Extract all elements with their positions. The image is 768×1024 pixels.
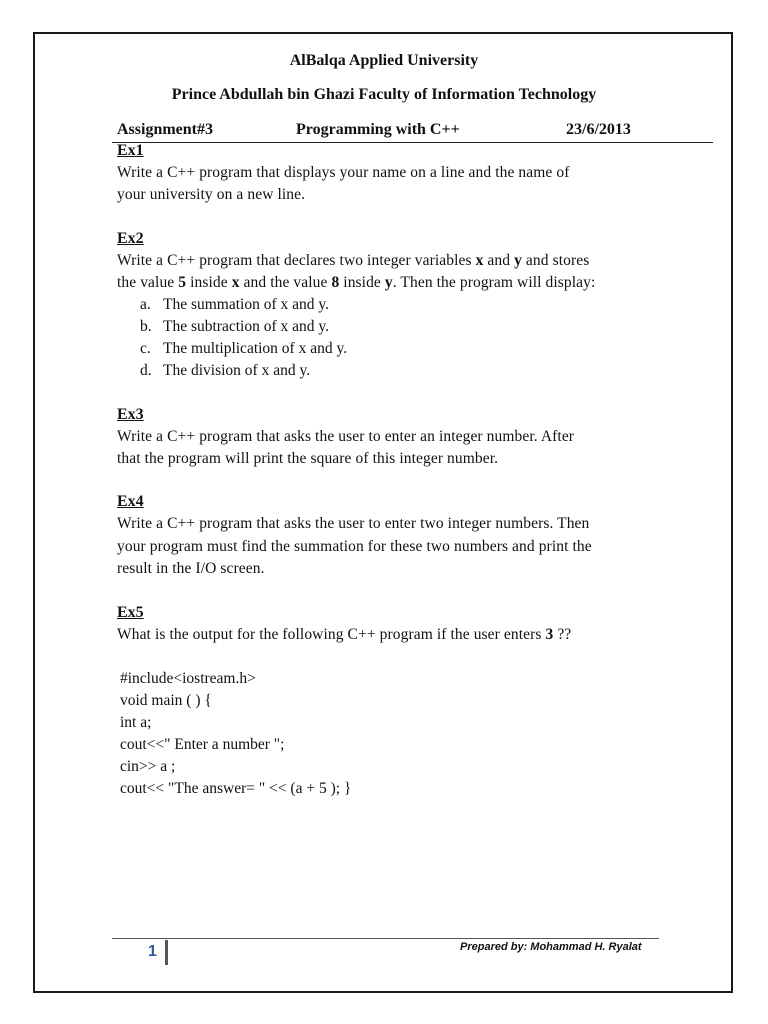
ex2-heading: Ex2 <box>117 230 144 247</box>
ex2-line-1: Write a C++ program that declares two integer variables x and y and stores <box>117 252 590 269</box>
ex1-line-2: your university on a new line. <box>117 186 306 203</box>
list-item: a. <box>140 296 151 313</box>
ex4-heading: Ex4 <box>117 493 144 510</box>
footer-divider <box>112 938 659 939</box>
page-number-separator <box>165 940 168 965</box>
list-item-text: The division of x and y. <box>163 362 311 379</box>
ex4-line-2: your program must find the summation for these two numbers and print the <box>117 538 592 555</box>
code-line: void main ( ) { <box>120 692 212 709</box>
ex3-line-2: that the program will print the square of this integer number. <box>117 450 499 467</box>
ex4-line-1: Write a C++ program that asks the user to enter two integer numbers. Then <box>117 515 590 532</box>
assignment-label: Assignment#3 <box>117 121 214 138</box>
code-line: cout<< "The answer= " << (a + 5 ); } <box>120 780 352 797</box>
ex5-heading: Ex5 <box>117 604 144 621</box>
ex3-line-1: Write a C++ program that asks the user to enter an integer number. After <box>117 428 575 445</box>
list-item-text: The multiplication of x and y. <box>163 340 348 357</box>
code-line: cin>> a ; <box>120 758 176 775</box>
list-item: d. <box>140 362 152 379</box>
course-label: Programming with C++ <box>296 121 460 138</box>
list-item: c. <box>140 340 151 357</box>
list-item: b. <box>140 318 152 335</box>
ex4-line-3: result in the I/O screen. <box>117 560 265 577</box>
university-title: AlBalqa Applied University <box>289 52 479 69</box>
code-line: int a; <box>120 714 152 731</box>
code-line: cout<<" Enter a number "; <box>120 736 285 753</box>
faculty-title: Prince Abdullah bin Ghazi Faculty of Information Technology <box>171 86 597 103</box>
code-line: #include<iostream.h> <box>120 670 256 687</box>
ex1-heading: Ex1 <box>117 142 144 159</box>
prepared-by: Prepared by: Mohammad H. Ryalat <box>460 941 642 953</box>
ex1-line-1: Write a C++ program that displays your name on a line and the name of <box>117 164 570 181</box>
header-divider <box>112 142 713 143</box>
date-label: 23/6/2013 <box>566 121 631 138</box>
page-number: 1 <box>148 943 157 960</box>
ex3-heading: Ex3 <box>117 406 144 423</box>
list-item-text: The subtraction of x and y. <box>163 318 330 335</box>
list-item-text: The summation of x and y. <box>163 296 330 313</box>
ex2-line-2: the value 5 inside x and the value 8 inside y. Then the program will display: <box>117 274 596 291</box>
ex5-line-1: What is the output for the following C++ program if the user enters 3 ?? <box>117 626 572 643</box>
